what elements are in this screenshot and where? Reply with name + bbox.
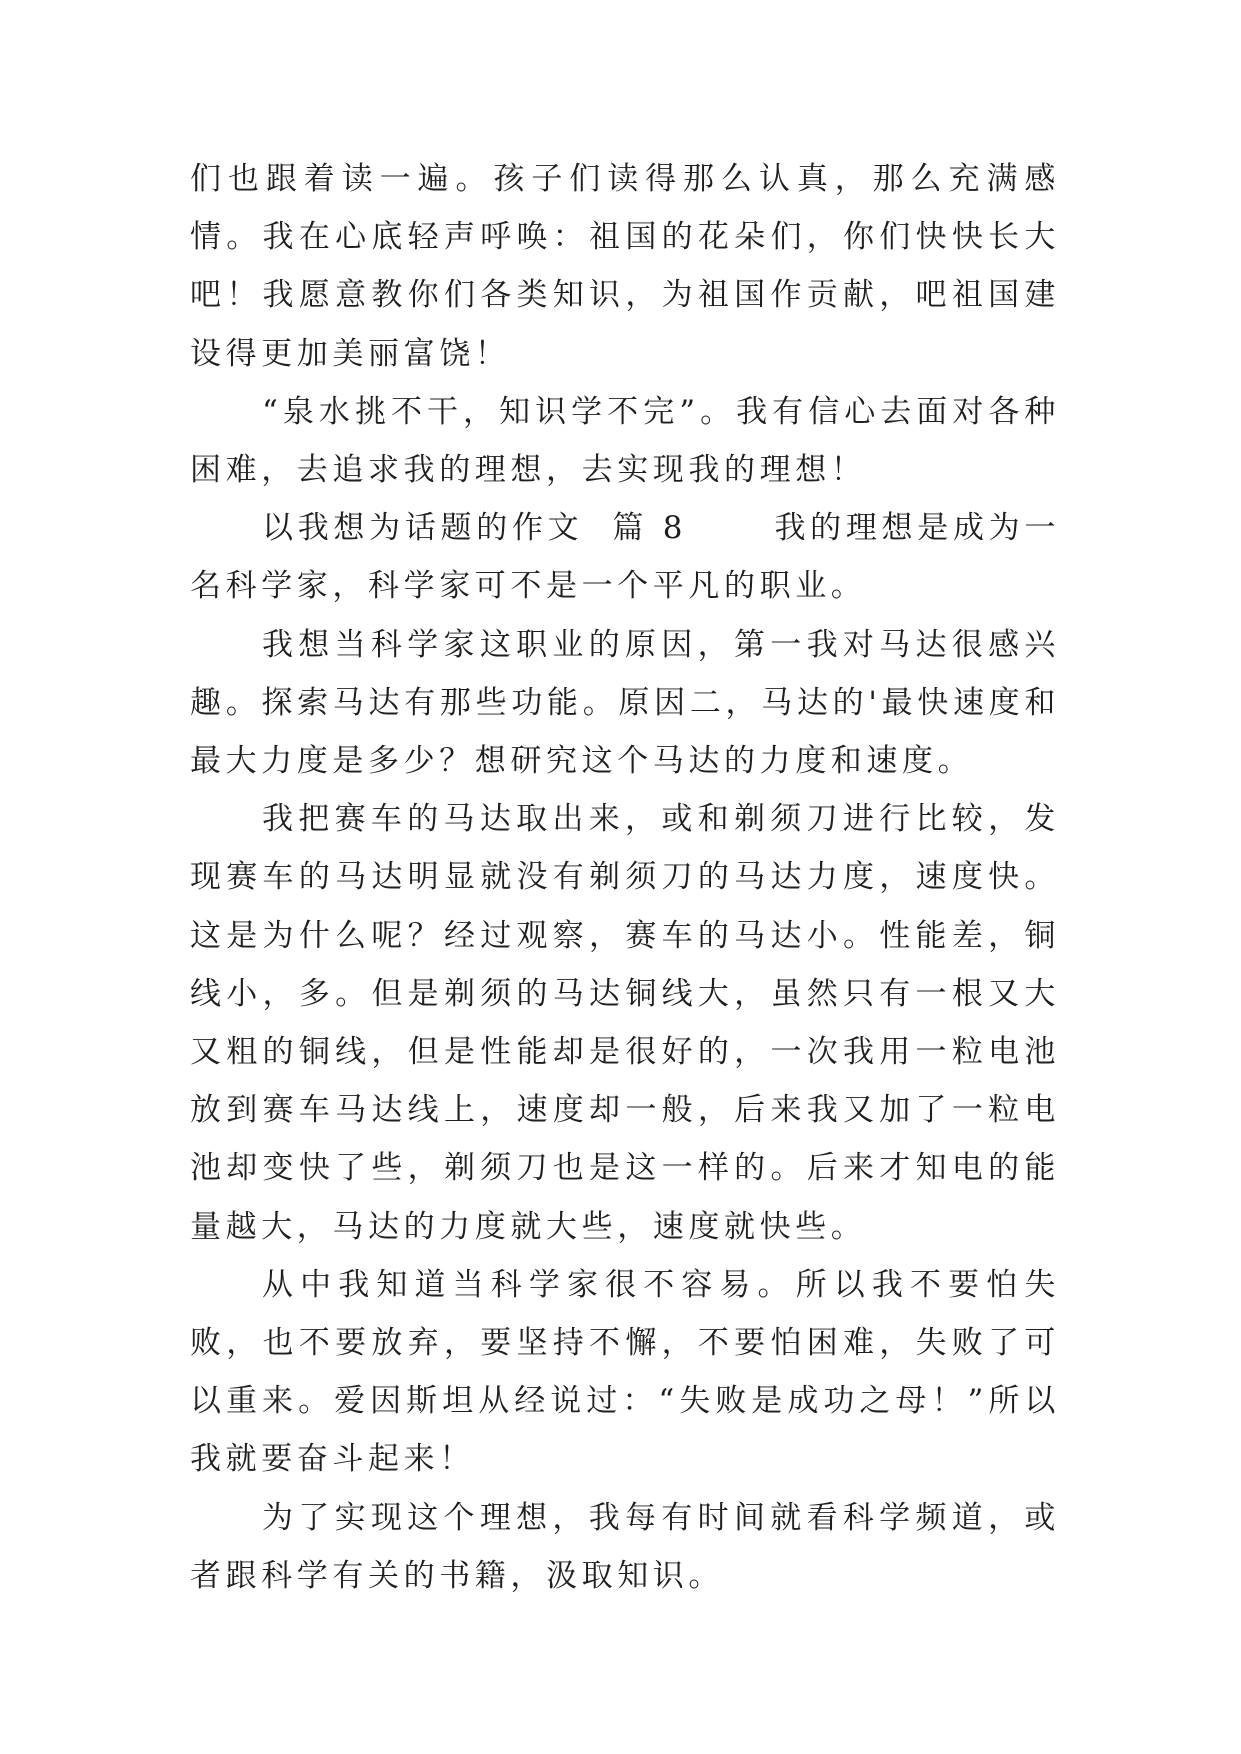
paragraph-2: “泉水挑不干，知识学不完”。我有信心去面对各种困难，去追求我的理想，去实现我的理想！ <box>190 393 1060 489</box>
paragraph-7: 为了实现这个理想，我每有时间就看科学频道，或者跟科学有关的书籍，汲取知识。 <box>190 1499 1060 1594</box>
paragraph-1: 们也跟着读一遍。孩子们读得那么认真，那么充满感情。我在心底轻声呼唤：祖国的花朵们，你们快快长大吧！我愿意教你们各类知识，为祖国作贡献，吧祖国建设得更加美丽富饶！ <box>190 161 1060 372</box>
paragraph-4: 我想当科学家这职业的原因，第一我对马达很感兴趣。探索马达有那些功能。原因二，马达的'最快速度和最大力度是多少？想研究这个马达的力度和速度。 <box>190 626 1060 780</box>
paragraph-3: 以我想为话题的作文 篇 8 我的理想是成为一名科学家，科学家可不是一个平凡的职业。 <box>190 510 1060 605</box>
document-body <box>190 150 1060 1605</box>
paragraph-6: 从中我知道当科学家很不容易。所以我不要怕失败，也不要放弃，要坚持不懈，不要怕困难，失败了可以重来。爱因斯坦从经说过：“失败是成功之母！”所以我就要奋斗起来！ <box>190 1266 1060 1478</box>
paragraph-5: 我把赛车的马达取出来，或和剃须刀进行比较，发现赛车的马达明显就没有剃须刀的马达力度，速度快。这是为什么呢？经过观察，赛车的马达小。性能差，铜线小，多。但是剃须的马达铜线大，虽然只有一根又大又粗的铜线，但是性能却是很好的，一次我用一粒电池放到赛车马达线上，速度却一般，后来我又加了一粒电池却变快了些，剃须刀也是这一样的。后来才知电的能量越大，马达的力度就大些，速度就快些。 <box>190 801 1060 1245</box>
